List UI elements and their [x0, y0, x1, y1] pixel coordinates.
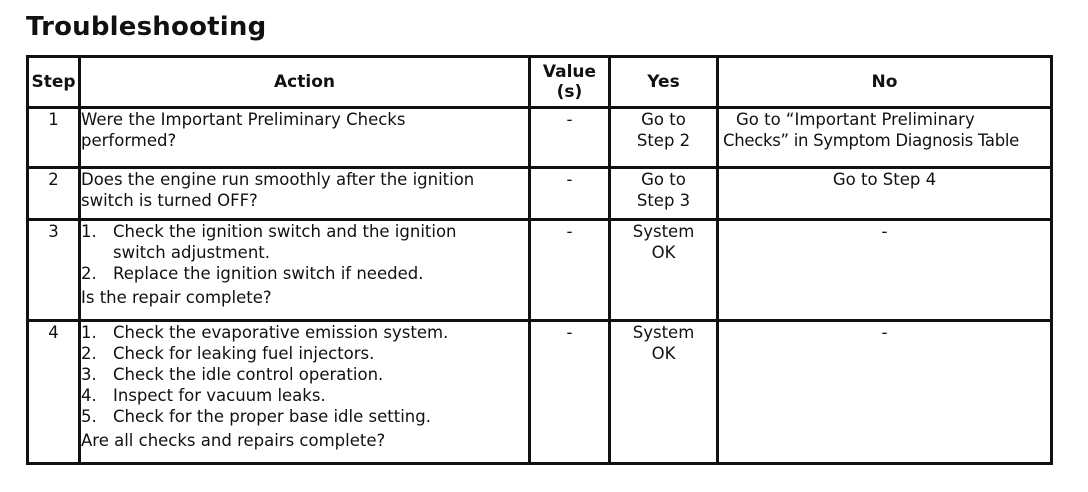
- page-title: Troubleshooting: [26, 12, 267, 42]
- list-item-number: 2.: [81, 344, 97, 363]
- list-item: [81, 364, 528, 385]
- step-number: 1: [28, 108, 80, 168]
- value-cell: -: [530, 108, 610, 168]
- list-item: [81, 221, 528, 263]
- header-action: Action: [80, 57, 530, 108]
- list-item-number: 5.: [81, 407, 97, 426]
- list-item-text: Inspect for vacuum leaks.: [113, 386, 326, 405]
- value-cell: -: [530, 220, 610, 321]
- table-row: [28, 321, 1052, 464]
- action-cell: Does the engine run smoothly after the ignition switch is turned OFF?: [80, 168, 530, 220]
- list-item-number: 3.: [81, 365, 97, 384]
- no-cell: Go to Step 4: [718, 168, 1052, 220]
- header-step: Step: [28, 57, 80, 108]
- table-row: [28, 168, 1052, 220]
- troubleshooting-table: [26, 55, 1053, 465]
- list-item-text: Check the evaporative emission system.: [113, 323, 449, 342]
- list-item-text: Check the ignition switch and the ignition switch adjustment.: [113, 222, 457, 262]
- yes-cell: System OK: [610, 220, 718, 321]
- table-row: [28, 220, 1052, 321]
- list-item-text: Replace the ignition switch if needed.: [113, 264, 424, 283]
- list-item: [81, 263, 528, 284]
- list-item-number: 2.: [81, 264, 97, 283]
- yes-cell: Go to Step 3: [610, 168, 718, 220]
- action-steps-list: [81, 221, 528, 284]
- list-item: [81, 385, 528, 406]
- table-row: [28, 108, 1052, 168]
- action-cell: [80, 321, 530, 464]
- action-question: Is the repair complete?: [81, 288, 272, 307]
- list-item-text: Check for leaking fuel injectors.: [113, 344, 375, 363]
- value-cell: -: [530, 168, 610, 220]
- header-no: No: [718, 57, 1052, 108]
- no-cell: -: [718, 220, 1052, 321]
- action-cell: [80, 220, 530, 321]
- step-number: 2: [28, 168, 80, 220]
- yes-cell: System OK: [610, 321, 718, 464]
- no-cell: -: [718, 321, 1052, 464]
- action-question: Are all checks and repairs complete?: [81, 431, 386, 450]
- list-item: [81, 406, 528, 427]
- list-item-text: Check for the proper base idle setting.: [113, 407, 431, 426]
- header-value: Value (s): [530, 57, 610, 108]
- step-number: 4: [28, 321, 80, 464]
- list-item: [81, 343, 528, 364]
- action-cell: Were the Important Preliminary Checks performed?: [80, 108, 530, 168]
- no-cell-line: Go to “Important Preliminary: [736, 110, 975, 129]
- no-cell: [718, 108, 1052, 168]
- list-item-number: 1.: [81, 323, 97, 342]
- header-yes: Yes: [610, 57, 718, 108]
- table-header-row: [28, 57, 1052, 108]
- list-item-number: 4.: [81, 386, 97, 405]
- list-item: [81, 322, 528, 343]
- step-number: 3: [28, 220, 80, 321]
- list-item-number: 1.: [81, 222, 97, 241]
- yes-cell: Go to Step 2: [610, 108, 718, 168]
- no-cell-line: Checks” in Symptom Diagnosis Table: [723, 131, 1020, 150]
- list-item-text: Check the idle control operation.: [113, 365, 384, 384]
- value-cell: -: [530, 321, 610, 464]
- action-steps-list: [81, 322, 528, 427]
